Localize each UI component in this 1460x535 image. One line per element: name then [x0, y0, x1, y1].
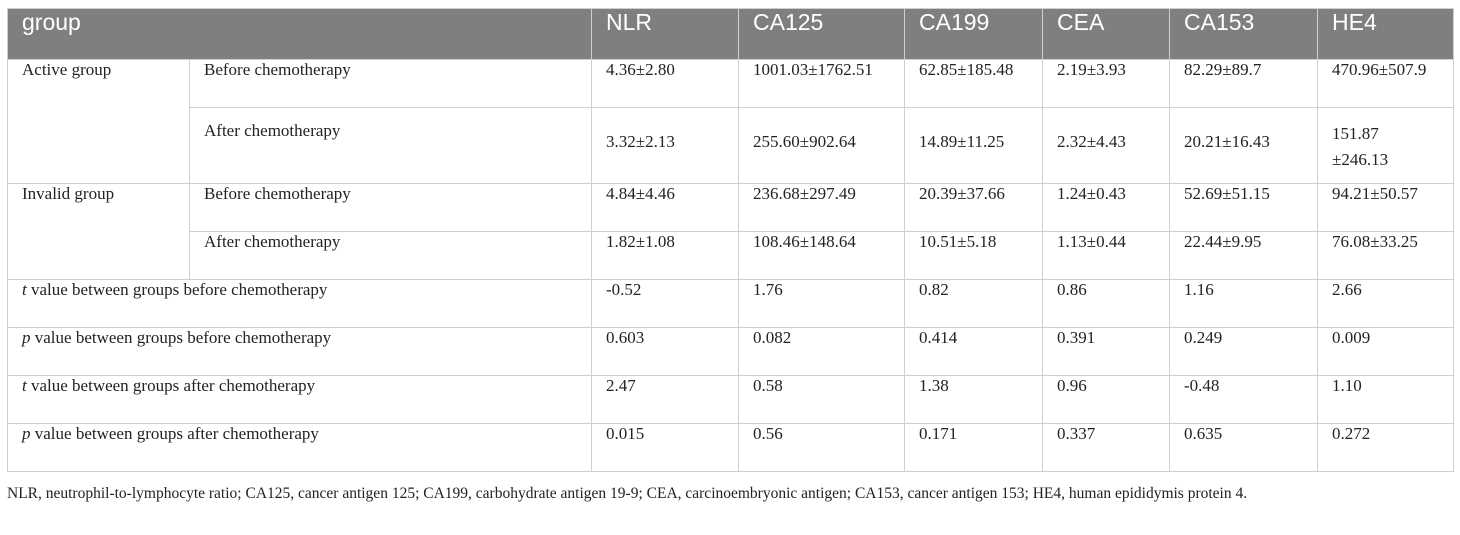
table-row [8, 184, 1454, 232]
stat-text: value between groups before chemotherapy [26, 280, 328, 299]
cell: 0.337 [1043, 424, 1170, 472]
cell: 4.84±4.46 [592, 184, 739, 232]
cell: 0.391 [1043, 328, 1170, 376]
cell-line: ±246.13 [1332, 150, 1389, 169]
cell: 2.19±3.93 [1043, 60, 1170, 108]
cell: 2.32±4.43 [1043, 108, 1170, 184]
cell: 62.85±185.48 [905, 60, 1043, 108]
cell: 236.68±297.49 [739, 184, 905, 232]
cell: 0.015 [592, 424, 739, 472]
group-name-active: Active group [8, 60, 190, 184]
cell: 1.38 [905, 376, 1043, 424]
cell: -0.48 [1170, 376, 1318, 424]
cell: 108.46±148.64 [739, 232, 905, 280]
stat-text: value between groups before chemotherapy [30, 328, 332, 347]
cell: 82.29±89.7 [1170, 60, 1318, 108]
cell: 0.249 [1170, 328, 1318, 376]
cell: 76.08±33.25 [1318, 232, 1454, 280]
data-table [7, 8, 1454, 472]
cell-line: 151.87 [1332, 124, 1379, 143]
cell: 0.86 [1043, 280, 1170, 328]
stat-text: value between groups after chemotherapy [26, 376, 316, 395]
stat-label [8, 376, 592, 424]
row-label: After chemotherapy [190, 232, 592, 280]
header-ca199: CA199 [905, 9, 1043, 60]
cell: 470.96±507.9 [1318, 60, 1454, 108]
table-footnote: NLR, neutrophil-to-lymphocyte ratio; CA125, cancer antigen 125; CA199, carbohydrate antigen 19-9; CEA, carcinoembryonic antigen; CA153, cancer antigen 153; HE4, human epididymis protein 4. [7, 485, 1248, 502]
table-row [8, 328, 1454, 376]
cell: 2.47 [592, 376, 739, 424]
cell: 14.89±11.25 [905, 108, 1043, 184]
header-ca125: CA125 [739, 9, 905, 60]
cell: 255.60±902.64 [739, 108, 905, 184]
cell: 0.96 [1043, 376, 1170, 424]
cell: 0.009 [1318, 328, 1454, 376]
cell: 1.16 [1170, 280, 1318, 328]
cell: 3.32±2.13 [592, 108, 739, 184]
header-cea: CEA [1043, 9, 1170, 60]
header-group: group [8, 9, 592, 60]
stat-label [8, 280, 592, 328]
cell: 52.69±51.15 [1170, 184, 1318, 232]
cell: 1.76 [739, 280, 905, 328]
cell: 0.82 [905, 280, 1043, 328]
table-row [8, 376, 1454, 424]
stat-var: t [22, 280, 27, 299]
cell: -0.52 [592, 280, 739, 328]
table-row [8, 60, 1454, 108]
cell: 2.66 [1318, 280, 1454, 328]
table-row [8, 232, 1454, 280]
row-label: Before chemotherapy [190, 184, 592, 232]
cell: 10.51±5.18 [905, 232, 1043, 280]
header-ca153: CA153 [1170, 9, 1318, 60]
table-row [8, 108, 1454, 184]
cell: 20.21±16.43 [1170, 108, 1318, 184]
cell: 0.272 [1318, 424, 1454, 472]
cell: 1.24±0.43 [1043, 184, 1170, 232]
table-row [8, 280, 1454, 328]
cell: 0.635 [1170, 424, 1318, 472]
stat-var: p [22, 424, 31, 443]
cell: 1.13±0.44 [1043, 232, 1170, 280]
cell: 1001.03±1762.51 [739, 60, 905, 108]
table-container [7, 8, 1453, 472]
cell: 1.82±1.08 [592, 232, 739, 280]
group-name-invalid: Invalid group [8, 184, 190, 280]
cell: 4.36±2.80 [592, 60, 739, 108]
table-row [8, 424, 1454, 472]
cell: 0.082 [739, 328, 905, 376]
cell: 0.414 [905, 328, 1043, 376]
header-row [8, 9, 1454, 60]
cell: 0.58 [739, 376, 905, 424]
stat-var: t [22, 376, 27, 395]
cell-he4-wrapped [1318, 108, 1454, 184]
cell: 0.603 [592, 328, 739, 376]
stat-var: p [22, 328, 31, 347]
cell: 0.56 [739, 424, 905, 472]
cell: 94.21±50.57 [1318, 184, 1454, 232]
cell: 1.10 [1318, 376, 1454, 424]
row-label: Before chemotherapy [190, 60, 592, 108]
cell: 22.44±9.95 [1170, 232, 1318, 280]
stat-label [8, 328, 592, 376]
header-nlr: NLR [592, 9, 739, 60]
cell: 20.39±37.66 [905, 184, 1043, 232]
stat-label [8, 424, 592, 472]
header-he4: HE4 [1318, 9, 1454, 60]
stat-text: value between groups after chemotherapy [30, 424, 319, 443]
row-label: After chemotherapy [190, 108, 592, 184]
cell: 0.171 [905, 424, 1043, 472]
